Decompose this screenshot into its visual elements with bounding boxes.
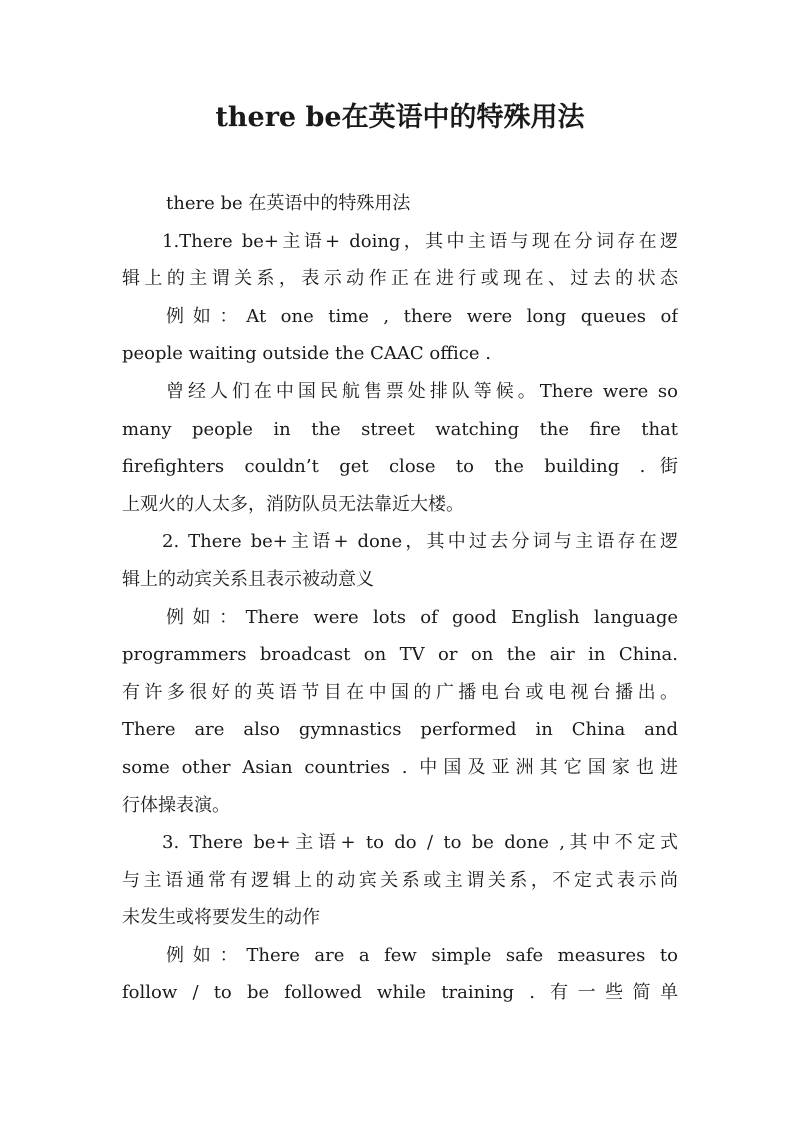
paragraph-line: 有许多很好的英语节目在中国的广播电台或电视台播出。 bbox=[122, 681, 678, 703]
paragraph-line: 与主语通常有逻辑上的动宾关系或主谓关系，不定式表示尚 bbox=[122, 869, 678, 891]
paragraph-line: people waiting outside the CAAC office . bbox=[122, 343, 491, 365]
paragraph-line: 上观火的人太多，消防队员无法靠近大楼。 bbox=[122, 493, 464, 515]
paragraph-line: 辑上的动宾关系且表示被动意义 bbox=[122, 568, 374, 590]
paragraph-line: There are also gymnastics performed in China and bbox=[122, 719, 678, 741]
paragraph-line: programmers broadcast on TV or on the air in China. bbox=[122, 644, 678, 666]
paragraph-line: follow / to be followed while training . 有一些简单 bbox=[122, 982, 678, 1004]
paragraph-line: there be 在英语中的特殊用法 bbox=[166, 193, 411, 214]
paragraph-line: 例如：There are a few simple safe measures to bbox=[166, 944, 678, 966]
document-title: there be在英语中的特殊用法 bbox=[215, 102, 585, 133]
document-body bbox=[122, 185, 678, 1012]
paragraph-line: 例如：At one time , there were long queues of bbox=[166, 305, 678, 327]
paragraph-line: 曾经人们在中国民航售票处排队等候。There were so bbox=[166, 380, 678, 402]
paragraph-line: 未发生或将要发生的动作 bbox=[122, 907, 320, 929]
paragraph-line: 2. There be+主语+ done，其中过去分词与主语存在逻 bbox=[162, 531, 678, 553]
paragraph-line: firefighters couldn’t get close to the building .街 bbox=[122, 456, 678, 478]
paragraph-line: 1.There be+主语+ doing，其中主语与现在分词存在逻 bbox=[162, 230, 678, 252]
paragraph-line: some other Asian countries . 中国及亚洲其它国家也进 bbox=[122, 756, 678, 778]
paragraph-line: 辑上的主谓关系，表示动作正在进行或现在、过去的状态 bbox=[122, 268, 678, 290]
paragraph-line: many people in the street watching the fire that bbox=[122, 418, 678, 440]
paragraph-line: 行体操表演。 bbox=[122, 794, 230, 816]
paragraph-line: 3. There be+主语+ to do / to be done ,其中不定式 bbox=[162, 832, 678, 854]
paragraph-line: 例如：There were lots of good English language bbox=[166, 606, 678, 628]
